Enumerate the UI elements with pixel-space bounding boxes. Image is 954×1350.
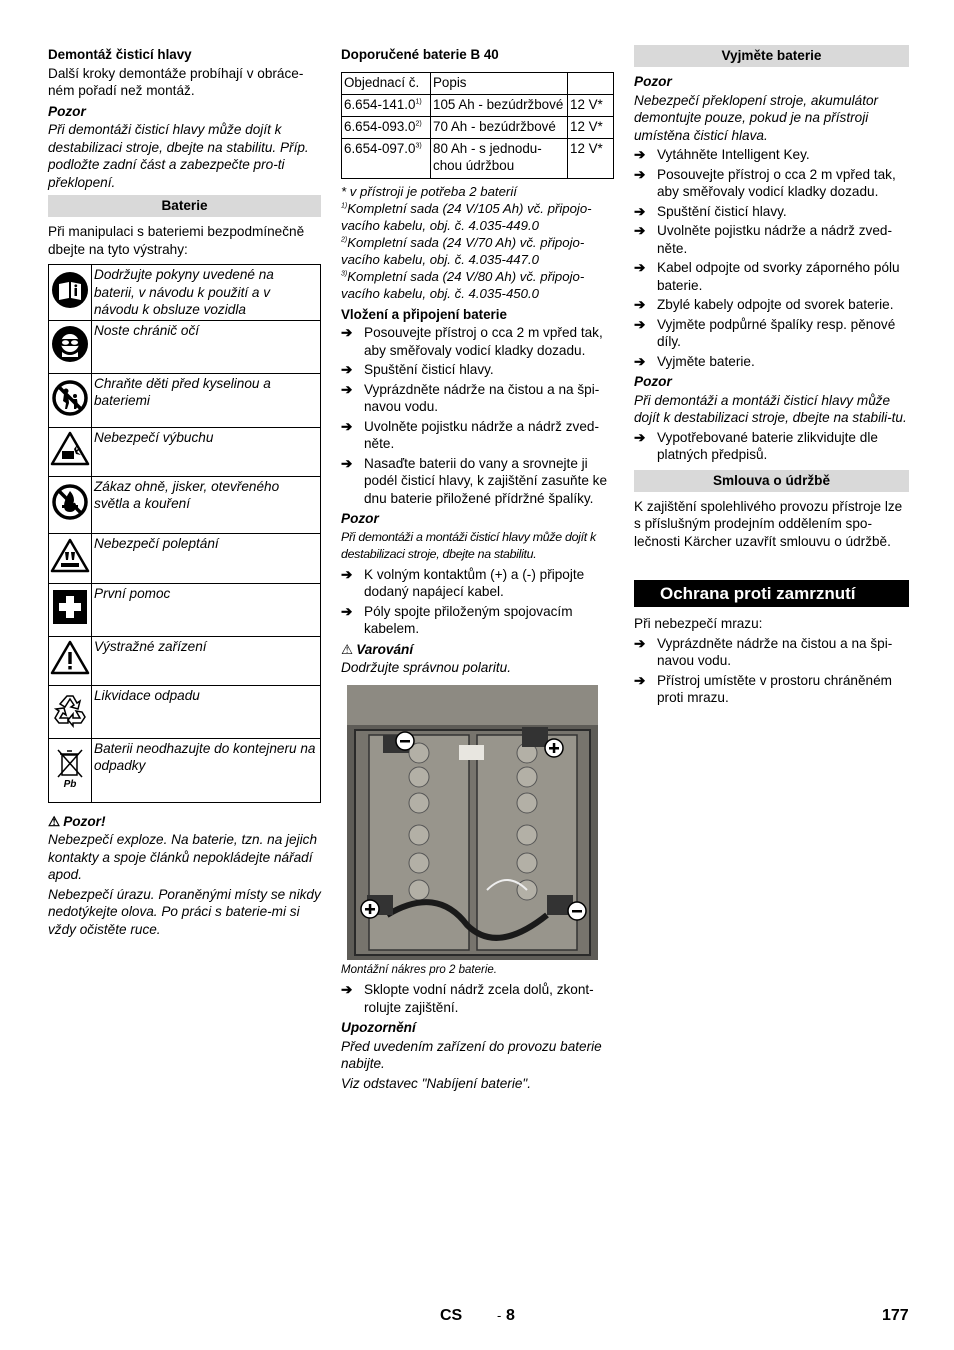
list-item: ➔ Přístroj umístěte v prostoru chráněném proti mrazu. xyxy=(634,672,892,705)
arrow-icon: ➔ xyxy=(634,166,646,182)
table-cell: 12 V* xyxy=(568,138,614,178)
manual-book-icon xyxy=(49,265,92,321)
column-left xyxy=(48,44,321,940)
table-header xyxy=(568,72,614,94)
arrow-icon: ➔ xyxy=(634,147,646,162)
pozor2-text: Nebezpečí exploze. Na baterie, tzn. na jejich kontakty a spoje článků nepokládejte nářadí apod. xyxy=(48,832,318,882)
arrow-icon: ➔ xyxy=(341,418,353,434)
footnote: $^{2)}$Kompletní sada (24 V/70 Ah) vč. připojo-vacího kabelu, obj. č. 4.035-447.0 xyxy=(341,234,585,267)
list-item: ➔ Vyprázdněte nádrže na čistou a na špi-navou vodu. xyxy=(634,635,893,668)
pozor-label: Pozor xyxy=(634,74,672,89)
warning-icon: ⚠ xyxy=(48,813,61,829)
paragraph: K zajištění spolehlivého provozu přístroje lze s příslušným prodejním oddělením spo-lečnosti Kärcher uzavřít smlouvu o údržbě. xyxy=(634,498,903,549)
heading-demontaz: Demontáž čisticí hlavy xyxy=(48,47,192,62)
pozor-text: Při demontáži a montáži čisticí hlavy může dojít k destabilizaci stroje, dbejte na stabili-tu. xyxy=(634,392,907,425)
pozor-text: Nebezpečí překlopení stroje, akumulátor demontujte pouze, pokud je na přístroji umístěna čisticí hlava. xyxy=(634,92,879,143)
paragraph: Další kroky demontáže probíhají v obráce-ném pořadí než montáž. xyxy=(48,65,304,98)
arrow-icon: ➔ xyxy=(634,429,646,445)
arrow-icon: ➔ xyxy=(341,362,353,377)
list-item: ➔ Posouvejte přístroj o cca 2 m vpřed tak, aby směřovaly vodicí kladky dozadu. xyxy=(634,166,896,199)
table-cell: 6.654-093.0$^{2)}$ xyxy=(342,116,431,138)
goggles-icon xyxy=(49,320,92,373)
footnote: $^{1)}$Kompletní sada (24 V/105 Ah) vč. připojo-vacího kabelu, obj. č. 4.035-449.0 xyxy=(341,200,592,233)
arrow-icon: ➔ xyxy=(634,635,646,651)
table-row xyxy=(342,116,614,138)
negative-terminal-icon xyxy=(396,732,414,750)
varovani-heading xyxy=(341,641,614,659)
positive-terminal-icon xyxy=(545,739,563,757)
upozorneni-label: Upozornění xyxy=(341,1020,416,1035)
upozorneni-text: Před uvedením zařízení do provozu baterie nabijte. xyxy=(341,1038,602,1071)
table-header: Objednací č. xyxy=(342,72,431,94)
symbol-text: Výstražné zařízení xyxy=(92,636,321,685)
table-cell: 12 V* xyxy=(568,116,614,138)
arrow-icon: ➔ xyxy=(634,223,646,238)
list-item: ➔ Vytáhněte Intelligent Key. xyxy=(634,147,810,162)
footer-local-page: 8 xyxy=(506,1307,515,1324)
battery-photo xyxy=(347,685,598,960)
list-item: ➔ Sklopte vodní nádrž zcela dolů, zkont-rolujte zajištění. xyxy=(341,982,594,1015)
arrow-icon: ➔ xyxy=(341,455,353,471)
arrow-icon: ➔ xyxy=(634,297,646,312)
arrow-icon: ➔ xyxy=(341,603,353,619)
photo-caption: Montážní nákres pro 2 baterie. xyxy=(341,963,497,976)
footer-separator: - xyxy=(497,1308,502,1323)
symbol-text: Zákaz ohně, jisker, otevřeného světla a kouření xyxy=(92,476,321,533)
paragraph: Při manipulaci s bateriemi bezpodmínečně dbejte na tyto výstrahy: xyxy=(48,224,305,257)
column-right xyxy=(634,44,909,709)
positive-terminal-icon xyxy=(361,900,379,918)
list-item: ➔ Vyjměte podpůrné špalíky resp. pěnové díly. xyxy=(634,316,896,349)
list-item: ➔ Póly spojte přiloženým spojovacím kabelem. xyxy=(341,603,573,636)
arrow-icon: ➔ xyxy=(634,260,646,275)
pozor-text: Při demontáži a montáži čisticí hlavy může dojít k destabilizaci stroje, dbejte na stabilitu. xyxy=(341,529,596,561)
symbol-text: Noste chránič očí xyxy=(92,320,321,373)
negative-terminal-icon xyxy=(568,902,586,920)
table-cell: 70 Ah - bezúdržbové xyxy=(431,116,568,138)
table-cell: 80 Ah - s jednodu-chou údržbou xyxy=(431,138,568,178)
list-item: ➔ Uvolněte pojistku nádrže a nádrž zved-něte. xyxy=(341,418,599,451)
first-aid-icon xyxy=(49,583,92,636)
arrow-icon: ➔ xyxy=(634,353,646,369)
arrow-icon: ➔ xyxy=(634,316,646,332)
symbol-text: Chraňte děti před kyselinou a bateriemi xyxy=(92,373,321,427)
step-list xyxy=(341,981,614,1016)
upozorneni-text: Viz odstavec "Nabíjení baterie". xyxy=(341,1075,532,1091)
paragraph: Při nebezpečí mrazu: xyxy=(634,616,763,631)
symbol-text: Baterii neodhazujte do kontejneru na odpadky xyxy=(92,738,321,802)
pozor-text: Při demontáži čisticí hlavy může dojít k destabilizaci stroje, dbejte na stabilitu. Příp. podložte zadní část a zabezpečte pro-ti překlopení. xyxy=(48,122,309,190)
pozor2-text: Nebezpečí úrazu. Poraněnými místy se nikdy nedotýkejte olova. Po práci s baterie-mi si vždy očistěte ruce. xyxy=(48,886,321,937)
list-item: ➔ Vyjměte baterie. xyxy=(634,353,755,369)
arrow-icon: ➔ xyxy=(341,982,353,997)
no-children-icon xyxy=(49,373,92,427)
list-item: ➔ Spuštění čisticí hlavy. xyxy=(341,362,494,377)
footer-page-number: 177 xyxy=(882,1307,909,1324)
symbol-table xyxy=(48,264,321,803)
list-item: ➔ K volným kontaktům (+) a (-) připojte dodaný napájecí kabel. xyxy=(341,566,585,599)
explosion-icon xyxy=(49,427,92,476)
crossed-bin-icon xyxy=(49,738,92,802)
table-cell: 6.654-097.0$^{3)}$ xyxy=(342,138,431,178)
corrosive-icon xyxy=(49,533,92,583)
list-item: ➔ Nasaďte baterii do vany a srovnejte ji podél čisticí hlavy, k zajištění zasuňte ke dnu baterie přiložené přídržné špalíky. xyxy=(341,455,608,506)
section-bar-smlouva: Smlouva o údržbě xyxy=(634,470,909,492)
list-item: ➔ Vyprázdněte nádrže na čistou a na špi-navou vodu. xyxy=(341,381,600,414)
varovani-text: Dodržujte správnou polaritu. xyxy=(341,660,512,675)
step-list xyxy=(634,635,909,707)
symbol-text: Dodržujte pokyny uvedené na baterii, v návodu k použití a v návodu k obsluze vozidla xyxy=(92,265,321,321)
footer-language: CS xyxy=(440,1307,463,1324)
table-cell: 12 V* xyxy=(568,94,614,116)
heading-table: Doporučené baterie B 40 xyxy=(341,47,499,62)
arrow-icon: ➔ xyxy=(341,381,353,397)
varovani-label: Varování xyxy=(356,641,414,657)
table-header: Popis xyxy=(431,72,568,94)
footnote-star: * v přístroji je potřeba 2 baterií xyxy=(341,183,517,199)
step-list xyxy=(341,566,614,638)
list-item: ➔ Uvolněte pojistku nádrže a nádrž zved-něte. xyxy=(634,223,892,256)
symbol-text: Likvidace odpadu xyxy=(92,685,321,738)
table-row xyxy=(342,138,614,178)
table-row xyxy=(342,94,614,116)
list-item: ➔ Vypotřebované baterie zlikvidujte dle platných předpisů. xyxy=(634,429,878,462)
arrow-icon: ➔ xyxy=(634,203,646,219)
symbol-text: Nebezpečí poleptání xyxy=(92,533,321,583)
pozor-label: Pozor xyxy=(634,374,672,389)
pozor2-label: Pozor! xyxy=(63,813,106,829)
pb-label: Pb xyxy=(63,778,77,789)
step-list xyxy=(341,324,614,507)
footnote: $^{3)}$Kompletní sada (24 V/80 Ah) vč. připojo-vacího kabelu, obj. č. 4.035-450.0 xyxy=(341,268,585,301)
symbol-text: Nebezpečí výbuchu xyxy=(92,427,321,476)
column-middle xyxy=(341,44,614,1094)
section-bar-vyjmete: Vyjměte baterie xyxy=(634,45,909,67)
table-cell: 105 Ah - bezúdržbové xyxy=(431,94,568,116)
heading-install: Vložení a připojení baterie xyxy=(341,306,507,322)
arrow-icon: ➔ xyxy=(341,566,353,582)
section-bar-zamrznuti: Ochrana proti zamrznutí xyxy=(634,580,909,607)
step-list xyxy=(634,429,909,464)
list-item: ➔ Spuštění čisticí hlavy. xyxy=(634,203,787,219)
pozor-label: Pozor xyxy=(48,103,86,119)
recycle-icon xyxy=(49,685,92,738)
arrow-icon: ➔ xyxy=(341,325,353,340)
warning-icon xyxy=(49,636,92,685)
no-fire-icon xyxy=(49,476,92,533)
pozor-label: Pozor xyxy=(341,511,379,526)
symbol-text: První pomoc xyxy=(92,583,321,636)
section-bar-baterie: Baterie xyxy=(48,195,321,217)
arrow-icon: ➔ xyxy=(634,672,646,688)
table-cell: 6.654-141.0$^{1)}$ xyxy=(342,94,431,116)
list-item: ➔ Zbylé kabely odpojte od svorek baterie. xyxy=(634,297,894,312)
pozor2-heading xyxy=(48,813,321,831)
warning-icon: ⚠ xyxy=(341,641,354,657)
step-list xyxy=(634,146,909,370)
list-item: ➔ Posouvejte přístroj o cca 2 m vpřed tak, aby směřovaly vodicí kladky dozadu. xyxy=(341,325,603,358)
list-item: ➔ Kabel odpojte od svorky záporného pólu baterie. xyxy=(634,260,900,293)
battery-table xyxy=(341,72,614,179)
